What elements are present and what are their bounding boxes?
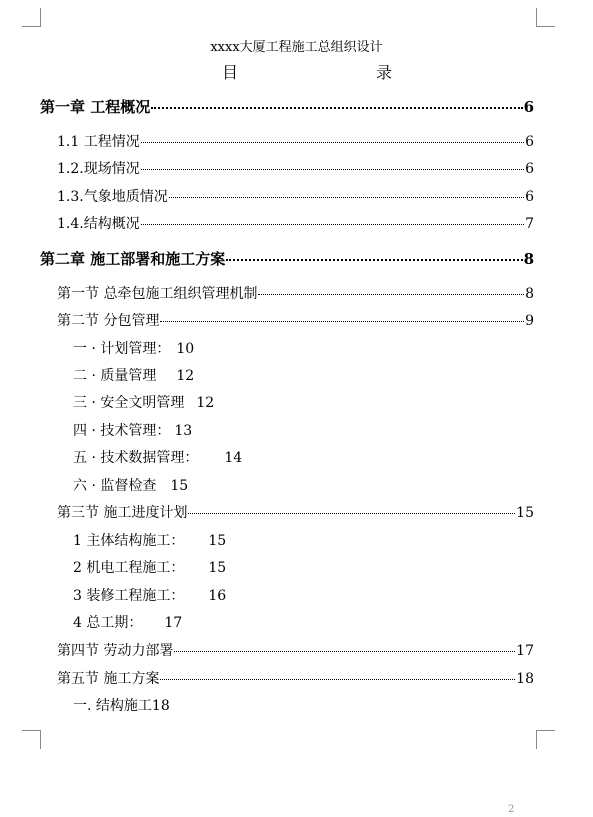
toc-section-label: 第二节 分包管理 — [57, 313, 160, 329]
toc-section-label: 1.1 工程情况 — [57, 134, 140, 150]
toc-section-2-4[interactable] — [57, 640, 534, 660]
leader-dots — [226, 259, 522, 261]
leader-dots — [174, 651, 515, 652]
leader-dots — [188, 513, 515, 514]
toc-page-number: 8 — [523, 250, 534, 268]
leader-dots — [141, 169, 524, 170]
toc-section-label: 第四节 劳动力部署 — [57, 643, 174, 659]
toc-subitem[interactable]: 一 · 计划管理： 10 — [73, 341, 195, 357]
toc-section-label: 第五节 施工方案 — [57, 671, 160, 687]
toc-subitem[interactable]: 二 · 质量管理 12 — [73, 368, 195, 384]
leader-dots — [258, 294, 524, 295]
toc-section-2-2[interactable] — [57, 310, 534, 330]
footer-page-number: 2 — [508, 804, 515, 815]
margin-corner-bottom-left — [22, 730, 41, 749]
toc-subitem[interactable]: 3 装修工程施工： 16 — [73, 588, 227, 604]
toc-subitem[interactable]: 五 · 技术数据管理： 14 — [73, 450, 243, 466]
toc-chapter-2[interactable] — [40, 248, 534, 269]
leader-dots — [160, 679, 515, 680]
toc-page-number: 7 — [525, 216, 534, 232]
toc-section-label: 1.2.现场情况 — [57, 161, 140, 177]
toc-page-number: 6 — [525, 189, 534, 205]
toc-section-label: 1.3.气象地质情况 — [57, 189, 168, 205]
toc-section-1-2[interactable] — [57, 158, 534, 178]
toc-section-2-5[interactable] — [57, 668, 534, 688]
toc-heading-left: 目 — [222, 63, 239, 82]
margin-corner-top-left — [22, 8, 41, 27]
leader-dots — [151, 107, 522, 109]
toc-subitem[interactable]: 4 总工期： 17 — [73, 615, 183, 631]
toc-subitem[interactable]: 三 · 安全文明管理 12 — [73, 395, 215, 411]
toc-page-number: 6 — [525, 161, 534, 177]
toc-heading — [222, 60, 392, 83]
leader-dots — [141, 224, 524, 225]
toc-page-number: 17 — [516, 643, 534, 659]
leader-dots — [160, 321, 524, 322]
toc-chapter-label: 第二章 施工部署和施工方案 — [40, 250, 226, 268]
toc-section-label: 第三节 施工进度计划 — [57, 505, 188, 521]
toc-section-1-4[interactable] — [57, 213, 534, 233]
toc-page-number: 6 — [523, 98, 534, 116]
leader-dots — [169, 197, 524, 198]
toc-page-number: 8 — [525, 286, 534, 302]
toc-subitem[interactable]: 一. 结构施工18 — [73, 698, 170, 714]
toc-section-label: 第一节 总牵包施工组织管理机制 — [57, 286, 258, 302]
toc-subitem[interactable]: 四 · 技术管理： 13 — [73, 423, 193, 439]
margin-corner-top-right — [536, 8, 555, 27]
toc-subitem[interactable]: 2 机电工程施工： 15 — [73, 560, 227, 576]
toc-subitem[interactable]: 六 · 监督检查 15 — [73, 478, 189, 494]
toc-section-2-1[interactable] — [57, 283, 534, 303]
leader-dots — [141, 142, 524, 143]
toc-page-number: 18 — [516, 671, 534, 687]
toc-chapter-label: 第一章 工程概况 — [40, 98, 151, 116]
toc-chapter-1[interactable] — [40, 96, 534, 117]
margin-corner-bottom-right — [536, 730, 555, 749]
toc-subitem[interactable]: 1 主体结构施工： 15 — [73, 533, 227, 549]
toc-section-2-3[interactable] — [57, 502, 534, 522]
toc-page-number: 15 — [516, 505, 534, 521]
toc-section-label: 1.4.结构概况 — [57, 216, 140, 232]
document-title: xxxx大厦工程施工总组织设计 — [210, 40, 383, 55]
toc-page-number: 6 — [525, 134, 534, 150]
toc-page-number: 9 — [525, 313, 534, 329]
toc-section-1-1[interactable] — [57, 131, 534, 151]
toc-section-1-3[interactable] — [57, 186, 534, 206]
toc-heading-right: 录 — [375, 63, 392, 82]
